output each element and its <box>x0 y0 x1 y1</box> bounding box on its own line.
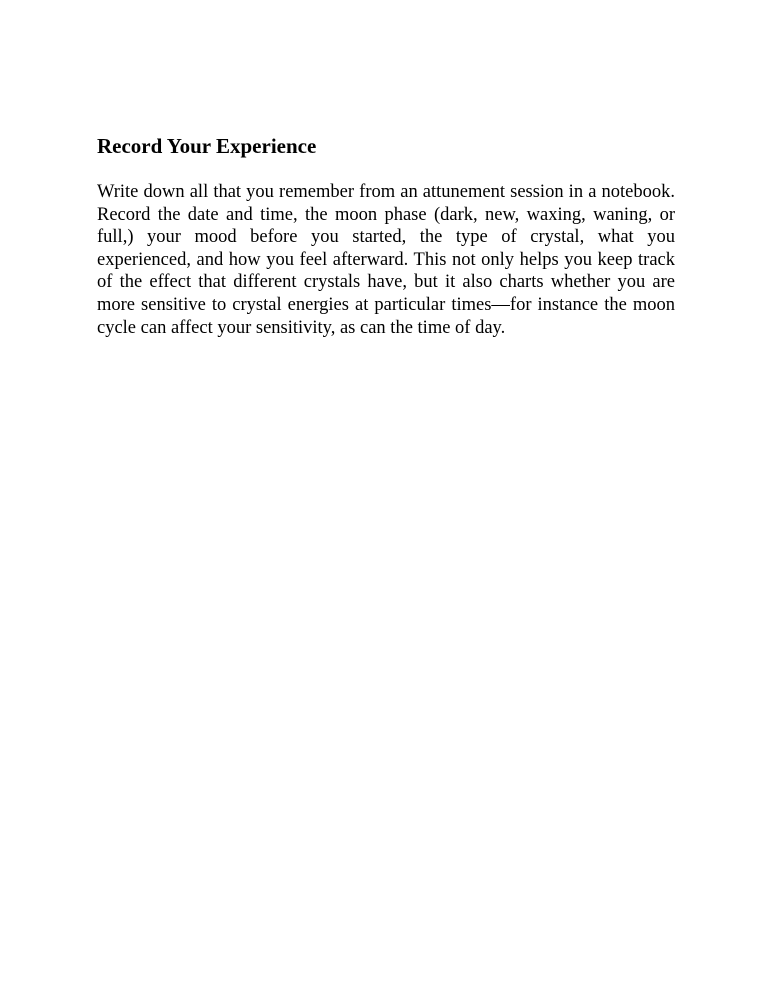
section-heading: Record Your Experience <box>97 134 317 158</box>
section-content <box>97 132 675 339</box>
section-paragraph: Write down all that you remember from an attunement session in a notebook. Record the date and time, the moon phase (dark, new, waxing, waning, or full,) your mood before you started, the type of crystal, what you experienced, and how you feel afterward. This not only helps you keep track of the effect that different crystals have, but it also charts whether you are more sensitive to crystal energies at particular times—for instance the moon cycle can affect your sensitivity, as can the time of day. <box>97 182 675 338</box>
